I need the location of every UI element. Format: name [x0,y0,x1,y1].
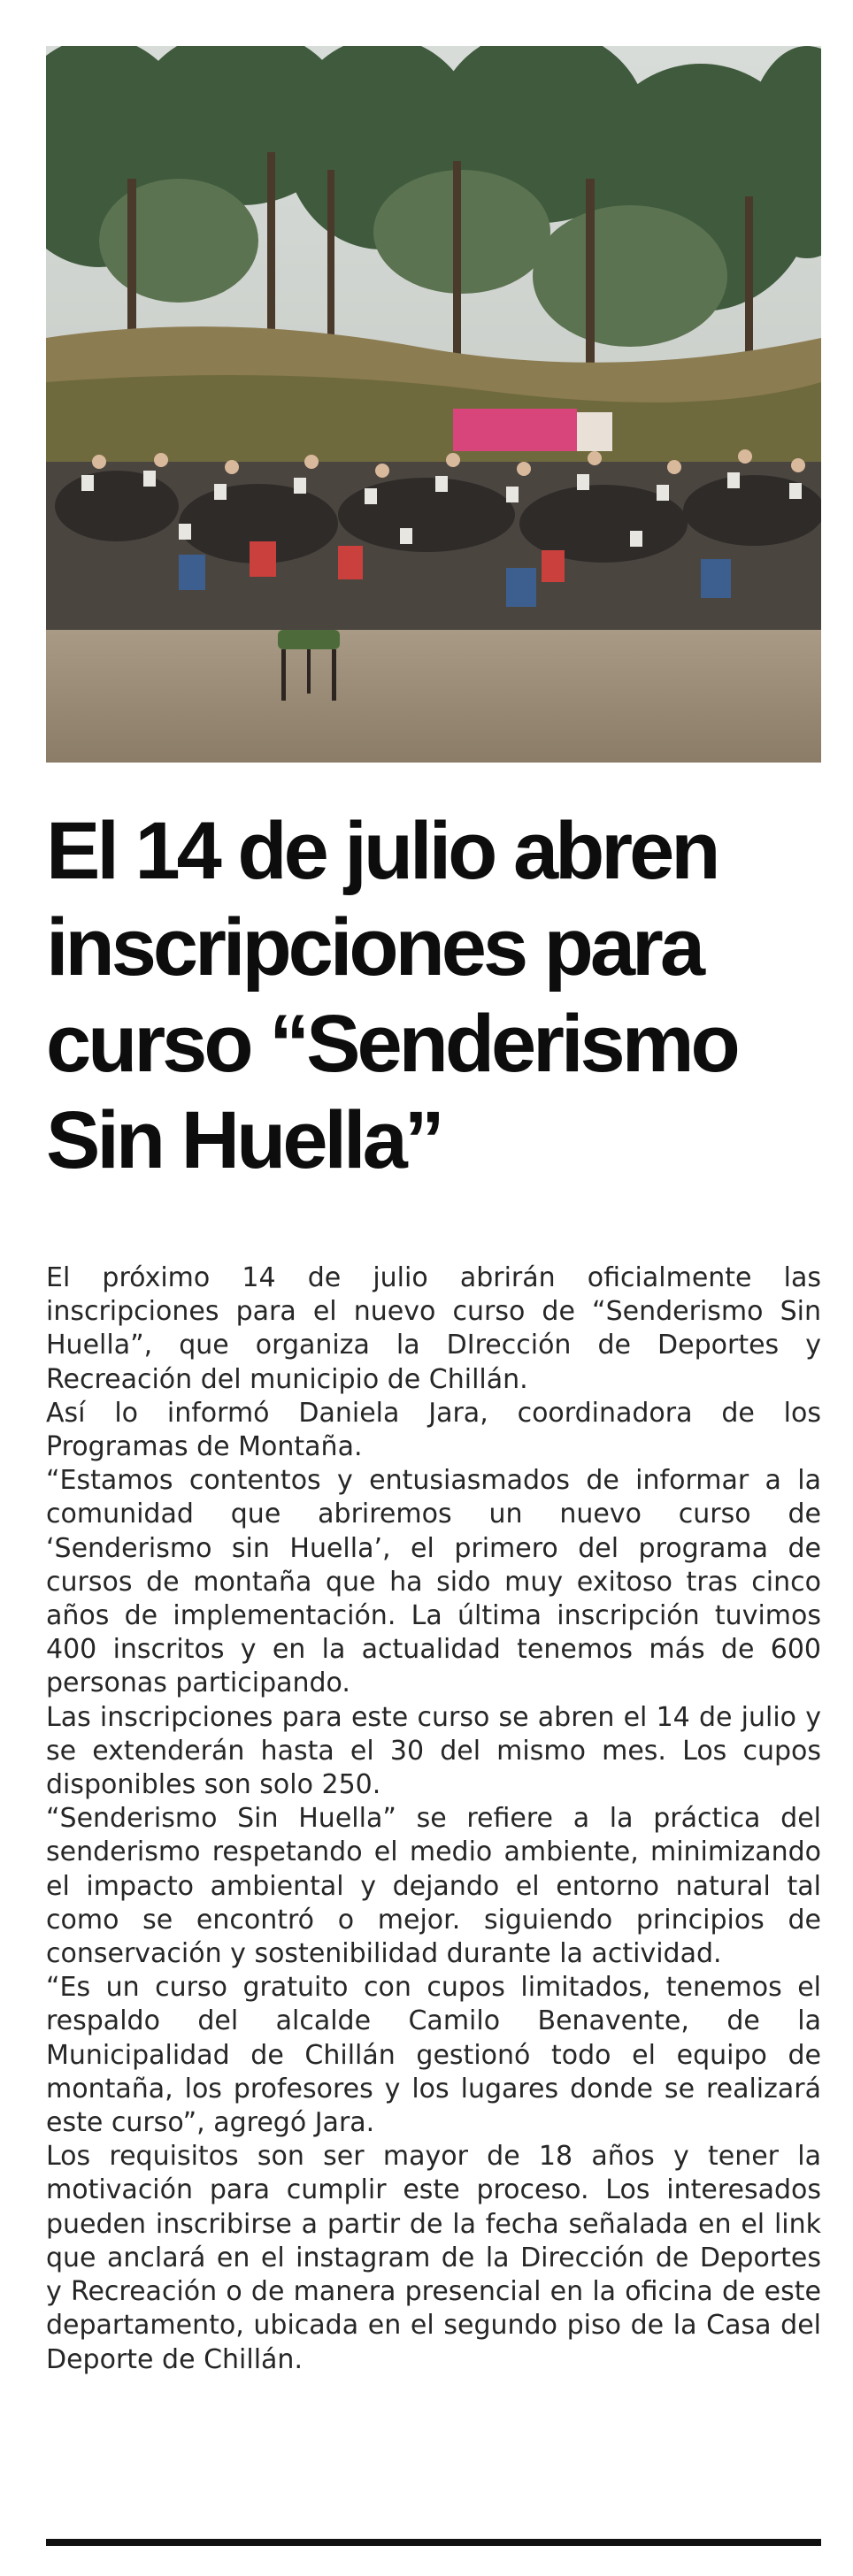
article-paragraph: Los requisitos son ser mayor de 18 años y tener la motivación para cumplir este proceso. Los interesados pueden inscribirse a partir de la fecha señalada en el link que anclará en el instagram de la Dirección de Deportes y Recreación o de manera presencial en la oficina de este departamento, ubicada en el segundo piso de la Casa del Deporte de Chillán. [46,2141,821,2375]
article-paragraph: Así lo informó Daniela Jara, coordinadora de los Programas de Montaña. [46,1397,821,1463]
article-paragraph: El próximo 14 de julio abrirán oficialmente las inscripciones para el nuevo curso de “Senderismo Sin Huella”, que organiza la DIrección de Deportes y Recreación del municipio de Chillán. [46,1262,821,1395]
article-paragraph: “Estamos contentos y entusiasmados de informar a la comunidad que abriremos un nuevo curso de ‘Senderismo sin Huella’, el primero del programa de cursos de montaña que ha sido muy exitoso tras cinco años de implementación. La última inscripción tuvimos 400 inscritos y en la actualidad tenemos más de 600 personas participando. [46,1465,821,1699]
group-photo-icon [46,46,821,763]
article-paragraph: “Es un curso gratuito con cupos limitados, tenemos el respaldo del alcalde Camilo Benavente, de la Municipalidad de Chillán gestionó todo el equipo de montaña, los profesores y los lugares donde se realizará este curso”, agregó Jara. [46,1972,821,2139]
article-headline: El 14 de julio abren inscripciones para curso “Senderismo Sin Huella” [46,806,737,1185]
bottom-rule [46,2539,821,2546]
article-body [46,1261,821,2377]
article-paragraph: “Senderismo Sin Huella” se refiere a la práctica del senderismo respetando el medio ambiente, minimizando el impacto ambiental y dejando el entorno natural tal como se encontró o mejor. siguiendo principios de conservación y sostenibilidad durante la actividad. [46,1803,821,1970]
article-paragraph: Las inscripciones para este curso se abren el 14 de julio y se extenderán hasta el 30 del mismo mes. Los cupos disponibles son solo 250. [46,1701,821,1801]
group-photo [46,46,821,763]
